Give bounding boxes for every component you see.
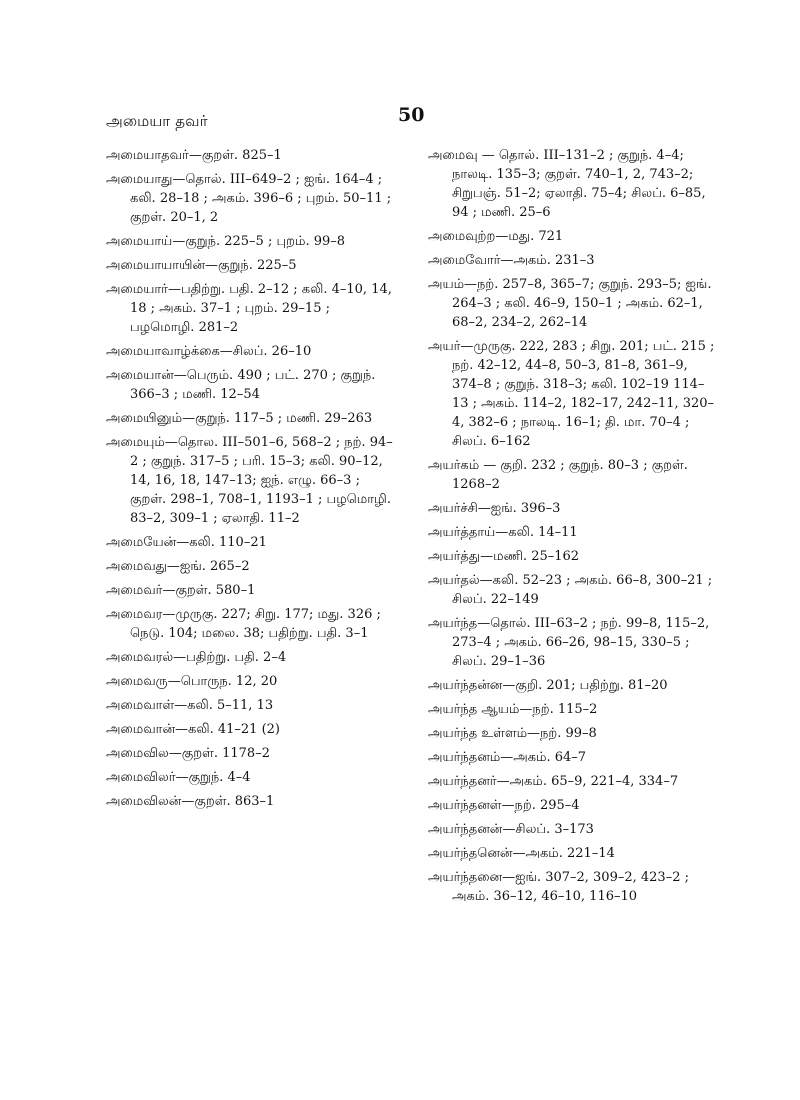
index-entry: அமையார்—பதிற்று. பதி. 2–12 ; கலி. 4–10, 14, 18 ; அகம். 37–1 ; புறம். 29–15 ; பழமொழி. 281–2 bbox=[106, 282, 392, 335]
index-entry: அயர்த்து—மணி. 25–162 bbox=[428, 549, 580, 564]
index-entry: அமைவில—குறள். 1178–2 bbox=[106, 746, 270, 761]
index-entry: அமையும்—தொல. III–501–6, 568–2 ; நற். 94–2 ; குறுந். 317–5 ; பரி. 15–3; கலி. 90–12, 14, 16, 18, 147–13; ஐந். எழு. 66–3 ; குறள். 298–1, 708–1, 1193–1 ; பழமொழி. 83–2, 309–1 ; ஏலாதி. 11–2 bbox=[106, 435, 393, 526]
index-entry: அமைவுற்ற—மது. 721 bbox=[428, 229, 564, 244]
left-column bbox=[106, 146, 396, 816]
index-entry: அயம்—நற். 257–8, 365–7; குறுந். 293–5; ஐங். 264–3 ; கலி. 46–9, 150–1 ; அகம். 62–1, 68–2, 234–2, 262–14 bbox=[428, 277, 712, 330]
index-entry: அயர்ச்சி—ஐங். 396–3 bbox=[428, 501, 561, 516]
index-entry: அமையினும்—குறுந். 117–5 ; மணி. 29–263 bbox=[106, 411, 373, 426]
index-entry: அயர்ந்த—தொல். III–63–2 ; நற். 99–8, 115–2, 273–4 ; அகம். 66–26, 98–15, 330–5 ; சிலப். 29–1–36 bbox=[428, 616, 710, 669]
index-entry: அயர்ந்தனர்—அகம். 65–9, 221–4, 334–7 bbox=[428, 774, 679, 789]
index-entry: அயர்ந்தனம்—அகம். 64–7 bbox=[428, 750, 587, 765]
index-entry: அயர்தல்—கலி. 52–23 ; அகம். 66–8, 300–21 ; சிலப். 22–149 bbox=[428, 573, 713, 607]
index-entry: அமைவிலர்—குறுந். 4–4 bbox=[106, 770, 251, 785]
index-entry: அயர்ந்தனள்—நற். 295–4 bbox=[428, 798, 580, 813]
index-entry: அயர்ந்தன்ன—குறி. 201; பதிற்று. 81–20 bbox=[428, 678, 668, 693]
index-entry: அமையாதவர்—குறள். 825–1 bbox=[106, 148, 282, 163]
index-entry: அயர்—முருகு. 222, 283 ; சிறு. 201; பட். 215 ; நற். 42–12, 44–8, 50–3, 81–8, 361–9, 374–8 ; குறுந். 318–3; கலி. 102–19 114–13 ; அகம். 114–2, 182–17, 242–11, 320–4, 382–6 ; நாலடி. 16–1; தி. மா. 70–4 ; சிலப். 6–162 bbox=[428, 339, 715, 449]
index-entry: அயர்ந்தனென்—அகம். 221–14 bbox=[428, 846, 615, 861]
index-entry: அமைவரல்—பதிற்று. பதி. 2–4 bbox=[106, 650, 287, 665]
index-entry: அமைவு — தொல். III–131–2 ; குறுந். 4–4; நாலடி. 135–3; குறள். 740–1, 2, 743–2; சிறுபஞ். 51–2; ஏலாதி. 75–4; சிலப். 6–85, 94 ; மணி. 25–6 bbox=[428, 148, 706, 220]
index-entry: அமைவர்—குறள். 580–1 bbox=[106, 583, 256, 598]
index-entry: அமைவாள்—கலி. 5–11, 13 bbox=[106, 698, 274, 713]
running-head: அமையா தவர் bbox=[106, 112, 208, 130]
index-entry: அயர்கம் — குறி. 232 ; குறுந். 80–3 ; குறள். 1268–2 bbox=[428, 458, 688, 492]
index-entry: அமையாவாழ்க்கை—சிலப். 26–10 bbox=[106, 344, 312, 359]
right-column bbox=[428, 146, 718, 911]
index-entry: அமைவது—ஐங். 265–2 bbox=[106, 559, 250, 574]
index-entry: அமையான்—பெரும். 490 ; பட். 270 ; குறுந். 366–3 ; மணி. 12–54 bbox=[106, 368, 376, 402]
index-entry: அமைவோர்—அகம். 231–3 bbox=[428, 253, 595, 268]
index-entry: அமையாயாயின்—குறுந். 225–5 bbox=[106, 258, 297, 273]
index-entry: அயர்ந்த ஆயம்—நற். 115–2 bbox=[428, 702, 598, 717]
index-entry: அமைவான்—கலி. 41–21 (2) bbox=[106, 722, 281, 737]
index-entry: அயர்ந்தனை—ஐங். 307–2, 309–2, 423–2 ; அகம். 36–12, 46–10, 116–10 bbox=[428, 870, 689, 904]
index-entry: அயர்ந்த உள்ளம்—நற். 99–8 bbox=[428, 726, 597, 741]
index-entry: அமையேன்—கலி. 110–21 bbox=[106, 535, 267, 550]
index-entry: அமையாது—தொல். III–649–2 ; ஐங். 164–4 ; கலி. 28–18 ; அகம். 396–6 ; புறம். 50–11 ; குறள். 20–1, 2 bbox=[106, 172, 392, 225]
index-entry: அயர்த்தாய்—கலி. 14–11 bbox=[428, 525, 578, 540]
index-entry: அமைவிலன்—குறள். 863–1 bbox=[106, 794, 275, 809]
index-entry: அமைவரு—பொருந. 12, 20 bbox=[106, 674, 278, 689]
index-entry: அமையாய்—குறுந். 225–5 ; புறம். 99–8 bbox=[106, 234, 346, 249]
index-entry: அயர்ந்தனன்—சிலப். 3–173 bbox=[428, 822, 594, 837]
index-entry: அமைவர—முருகு. 227; சிறு. 177; மது. 326 ; நெடு. 104; மலை. 38; பதிற்று. பதி. 3–1 bbox=[106, 607, 381, 641]
page-number: 50 bbox=[398, 104, 425, 126]
